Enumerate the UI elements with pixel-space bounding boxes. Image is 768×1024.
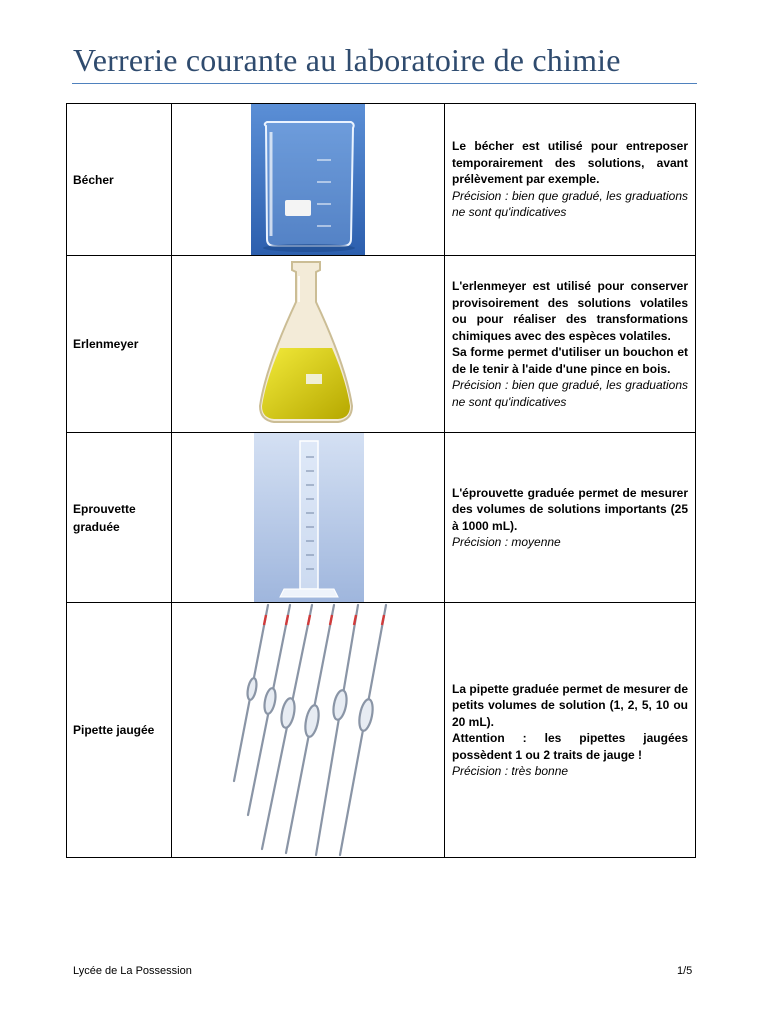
- description-text: L'erlenmeyer est utilisé pour conserver provisoirement des solutions volatiles ou pour réaliser des transformations chimiques avec des espèces volatiles.: [452, 279, 688, 343]
- precision-note: Précision : bien que gradué, les graduations ne sont qu'indicatives: [452, 378, 688, 409]
- table-row: [67, 603, 696, 858]
- glassware-image-cell: [172, 104, 445, 256]
- precision-note: Précision : bien que gradué, les graduations ne sont qu'indicatives: [452, 188, 688, 220]
- glassware-image-cell: [172, 603, 445, 858]
- graduated-cylinder-image: [254, 433, 364, 602]
- precision-note: Précision : moyenne: [452, 535, 561, 549]
- glassware-name: Eprouvette graduée: [67, 433, 172, 603]
- glassware-image-cell: [172, 433, 445, 603]
- erlenmeyer-image: [256, 256, 356, 426]
- page-title: Verrerie courante au laboratoire de chimie: [73, 42, 621, 78]
- description-text: L'éprouvette graduée permet de mesurer des volumes de solutions importants (25 à 1000 mL).: [452, 485, 688, 533]
- glassware-name: Bécher: [67, 104, 172, 256]
- title-underline: [72, 83, 697, 84]
- glassware-description: [445, 433, 696, 603]
- glassware-description: [445, 256, 696, 433]
- glassware-table: [66, 103, 696, 858]
- glassware-image-cell: [172, 256, 445, 433]
- description-text: Le bécher est utilisé pour entreposer temporairement des solutions, avant prélèvement par exemple.: [452, 139, 688, 187]
- description-text: Attention : les pipettes jaugées possèdent 1 ou 2 traits de jauge !: [452, 731, 688, 762]
- footer-page-number: 1/5: [677, 965, 693, 977]
- description-text: Sa forme permet d'utiliser un bouchon et de le tenir à l'aide d'une pince en bois.: [452, 345, 688, 376]
- glassware-description: [445, 603, 696, 858]
- beaker-image: [251, 104, 365, 255]
- table-row: [67, 104, 696, 256]
- precision-note: Précision : très bonne: [452, 764, 569, 778]
- glassware-description: [445, 104, 696, 256]
- table-row: [67, 433, 696, 603]
- table-row: [67, 256, 696, 433]
- description-text: La pipette graduée permet de mesurer de petits volumes de solution (1, 2, 5, 10 ou 20 mL).: [452, 681, 688, 729]
- volumetric-pipettes-image: [230, 603, 392, 857]
- glassware-name: Pipette jaugée: [67, 603, 172, 858]
- glassware-name: Erlenmeyer: [67, 256, 172, 433]
- footer-school: Lycée de La Possession: [73, 965, 192, 977]
